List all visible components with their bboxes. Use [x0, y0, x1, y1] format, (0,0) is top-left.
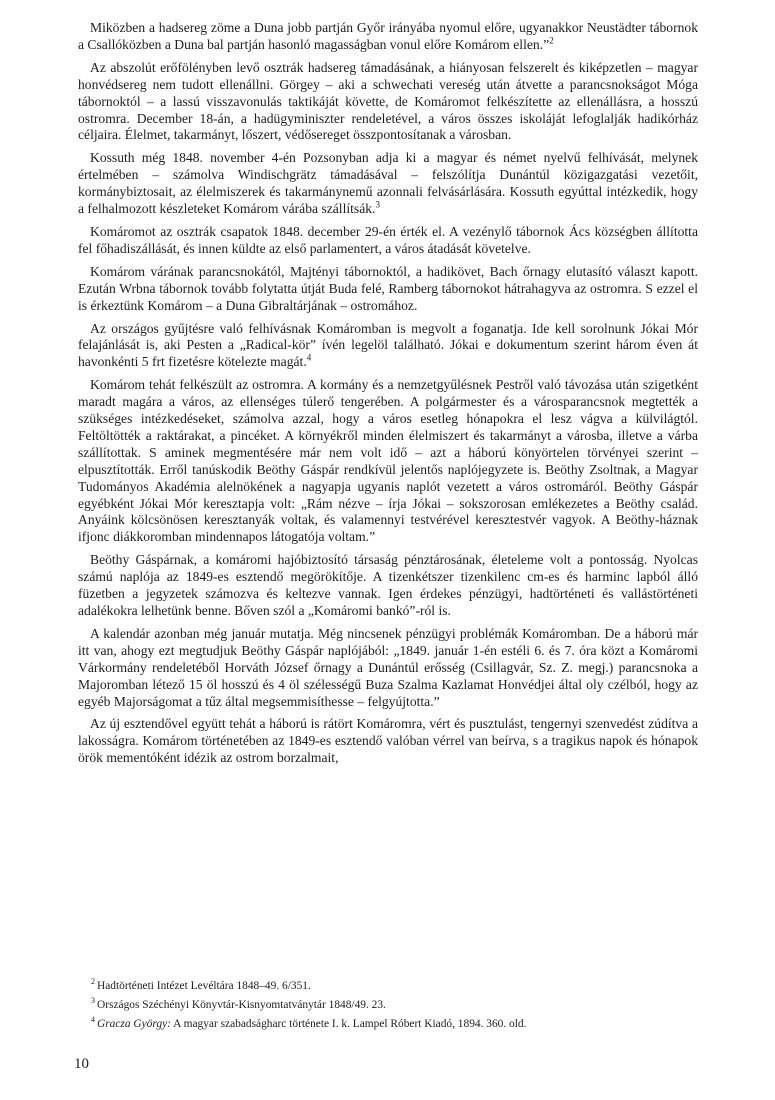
footnote-number: 3	[91, 996, 95, 1006]
paragraph-2: Az abszolút erőfölényben levő osztrák hadsereg támadásának, a hiányosan felszerelt és kiképzetlen – magyar honvédsereg nem tudott ellenállni. Görgey – aki a schwechati vereség után átvette a parancsnokságot Móga tábornoktól – a lassú visszavonulás taktikáját követte, de Komáromot felkészítette az ellenállásra, a hosszú ostromra. December 18-án, a hadügyminiszter rendeletével, a város összes iskoláját lefoglalják hadikórház céljaira. Élelmet, takarmányt, lőszert, védősereget összpontosítanak a városban.	[78, 59, 698, 143]
page-number: 10	[74, 1056, 89, 1072]
footnote-ref-4[interactable]: 4	[306, 352, 312, 363]
paragraph-4: Komáromot az osztrák csapatok 1848. december 29-én érték el. A vezénylő tábornok Ács községben állította fel főhadiszállását, és innen küldte az első parlamentert, a város átadását követelve.	[78, 223, 698, 256]
footnote-ref-2[interactable]: 2	[549, 35, 554, 46]
paragraph-3: Kossuth még 1848. november 4-én Pozsonyban adja ki a magyar és német nyelvű felhívását, melynek értelmében – számolva Windischgrätz támadásával – felszólítja Dunántúl közigazgatási vezetőit, kormánybiztosait, az élelmiszerek és takarmánynemű azonnali felvásárlására. Kossuth egyúttal intézkedik, hogy a felhalmozott készleteket Komárom várába szállítsák.$^3$	[78, 150, 698, 217]
footnote-ref-3[interactable]: 3	[375, 199, 380, 210]
paragraph-10: Az új esztendővel együtt tehát a háború is rátört Komáromra, vért és pusztulást, tengernyi szenvedést zúdítva a lakosságra. Komárom történetében az 1849-es esztendő valóban vérrel van beírva, s a tragikus napok és hónapok örök mementóként idézik az ostrom borzalmait,	[78, 716, 698, 766]
footnote-author: Gracza György:	[97, 1018, 171, 1030]
footnotes	[78, 978, 698, 1035]
paragraph-5: Komárom várának parancsnokától, Majtényi tábornoktól, a hadikövet, Bach őrnagy elutasító választ kapott. Ezután Wrbna tábornok tovább folytatta útját Buda felé, Ramberg tábornokot hátrahagyva az ostromra. S ezzel el is érkeztünk Komárom – a Duna Gibraltárjának – ostromához.	[78, 263, 698, 313]
paragraph-9: A kalendár azonban még január mutatja. Még nincsenek pénzügyi problémák Komáromban. De a háború már itt van, ahogy ezt megtudjuk Beöthy Gáspár naplójából: „1849. január 1-én estéli 6. és 7. óra közt a Komáromi Várkormány rendeletéből Horváth József őrnagy a Dunántúl erősség (Csillagvár, Sz. Z. megj.) parancsnoka a Majoromban létező 15 öl hosszú és 4 öl szélességű Buza Szalma Kazlamat Honvédjei által oly czélból, hogy az egyéb Majorságomat a tűz által megsemmisíthesse – felgyújtotta.”	[78, 625, 698, 709]
footnote-3	[91, 997, 698, 1013]
footnote-text: A magyar szabadságharc története I. k. Lampel Róbert Kiadó, 1894. 360. old.	[170, 1018, 527, 1030]
footnote-number: 2	[91, 977, 95, 987]
footnote-number: 4	[91, 1015, 95, 1025]
footnote-4	[91, 1016, 698, 1032]
paragraph-7: Komárom tehát felkészült az ostromra. A kormány és a nemzetgyűlésnek Pestről való távozása után szigetként maradt magára a város, az ellenséges túlerő tengerében. A polgármester és a városparancsnok megtették a szükséges intézkedéseket, számolva azzal, hogy a város esetleg hónapokra el lesz vágva a külvilágtól. Feltöltötték a raktárakat, a pincéket. A környékről minden élelmiszert és takarmányt a városba, illetve a várba szállítottak. S aminek megmentésére már nem volt idő – azt a háború könyörtelen törvényei szerint – elpusztították. Erről tanúskodik Beöthy Gáspár rendkívül jelentős naplójegyzete is. Beöthy Zsoltnak, a Magyar Tudományos Akadémia alelnökének a nagyapja ugyanis naplót vezetett a város ostromáról. Beöthy Gáspár egyébként Jókai Mór keresztapja volt: „Rám nézve – írja Jókai – sokszorosan emlékezetes a Beöthy család. Anyáink kölcsönösen keresztanyák voltak, és valamennyi testvérével keresztestvér vagyok. A Beöthy-háznak ifjonc diákkoromban mindennapos látogatója voltam.”	[78, 377, 698, 545]
footnote-2	[91, 978, 698, 994]
paragraph-8: Beöthy Gáspárnak, a komáromi hajóbiztosító társaság pénztárosának, életeleme volt a pontosság. Nyolcas számú naplója az 1849-es esztendő megörökítője. A tizenkétszer tizenkilenc cm-es és harminc lapból álló füzetben a jegyzetek számozva és keltezve vannak. Igen érdekes pénzügyi, hadtörténeti és vallástörténeti adalékokra lelhetünk benne. Bőven szól a „Komáromi bankó”-ról is.	[78, 552, 698, 618]
paragraph-1: Miközben a hadsereg zöme a Duna jobb partján Győr irányába nyomul előre, ugyanakkor Neustädter tábornok a Csallóközben a Duna bal partján hasonló magasságban vonul előre Komárom ellen.”$^2$	[78, 20, 698, 52]
body-text	[78, 20, 698, 773]
footnote-text: Országos Széchényi Könyvtár-Kisnyomtatványtár 1848/49. 23.	[97, 999, 386, 1011]
footnote-text: Hadtörténeti Intézet Levéltára 1848–49. 6/351.	[97, 980, 311, 992]
paragraph-6: Az országos gyűjtésre való felhívásnak Komáromban is megvolt a foganatja. Ide kell sorolnunk Jókai Mór felajánlását is, aki Pesten a „Radical-kör” ívén legelöl található. Jókai e dokumentum szerint három éven át havonkénti 5 frt fizetésre kötelezte magát.$^4$	[78, 320, 698, 370]
